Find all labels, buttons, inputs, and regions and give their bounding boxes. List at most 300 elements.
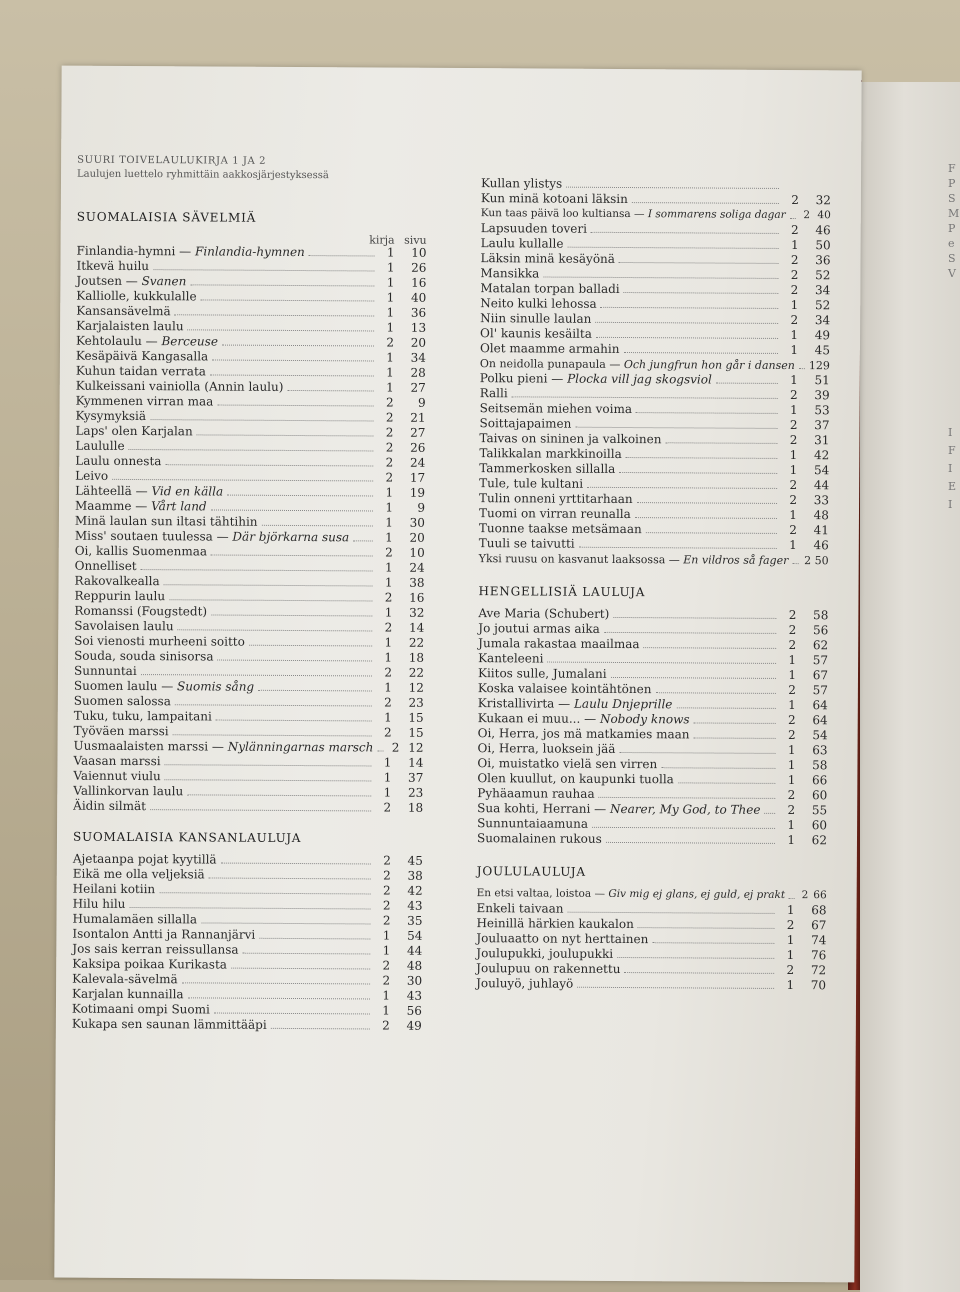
entry-page: 17	[393, 471, 425, 486]
right-column	[476, 176, 831, 993]
entry-book: 2	[375, 800, 391, 815]
entry-title-text: Itkevä huilu	[76, 259, 149, 273]
entry-title-text: Joulupukki, joulupukki	[476, 946, 613, 961]
entry-page: 13	[394, 321, 426, 336]
entry-title-text: Enkeli taivaan	[477, 901, 564, 916]
entry-book: 2	[783, 223, 799, 238]
entry-title-text: Soi vienosti murheeni soitto	[74, 634, 245, 649]
entry-page: 26	[394, 261, 426, 276]
entry-page: 43	[390, 989, 422, 1004]
entry-title-text: Karjalan kunnailla	[72, 987, 184, 1002]
entry-title	[479, 431, 661, 447]
entry-book: 1	[377, 561, 393, 576]
entry-page: 64	[796, 698, 828, 713]
entry-page: 56	[796, 623, 828, 638]
entry-title	[480, 371, 712, 387]
entry-page: 50	[799, 238, 831, 253]
leader-dots	[188, 329, 375, 331]
entry-book: 2	[778, 963, 794, 978]
entry-page: 60	[795, 818, 827, 833]
leader-dots	[182, 982, 370, 984]
entry-title	[75, 514, 258, 530]
entry-book: 1	[779, 903, 795, 918]
entry-book: 2	[782, 283, 798, 298]
facing-page-letter: S	[948, 192, 956, 205]
entry-title	[74, 709, 212, 725]
entry-title-text: Kysymyksiä	[76, 409, 147, 423]
entry-page: 52	[798, 298, 830, 313]
entry-page: 66	[808, 888, 826, 903]
entry-title-text: Leivo	[75, 469, 108, 483]
entry-page: 29	[816, 358, 830, 373]
entry-page: 48	[390, 959, 422, 974]
entry-title	[479, 536, 575, 552]
entry-title	[75, 484, 223, 500]
leader-dots	[201, 922, 370, 924]
entry-title	[72, 912, 197, 928]
entry-title-text: Tuonne taakse metsämaan	[479, 521, 642, 536]
entry-title	[74, 649, 213, 665]
entry-title	[76, 379, 284, 395]
leader-dots	[619, 472, 777, 474]
section-title-savelmia: SUOMALAISIA SÄVELMIÄ	[77, 210, 427, 226]
entry-page: 23	[392, 696, 424, 711]
entry-title	[477, 831, 602, 847]
entry-page: 42	[797, 448, 829, 463]
entry-title-text: Oi, kallis Suomenmaa	[75, 544, 207, 559]
entry-swedish-title: Där björkarna susa	[232, 530, 349, 545]
dash: —	[590, 802, 610, 816]
entry-book: 1	[374, 943, 390, 958]
leader-dots	[217, 660, 372, 662]
entry-book: 1	[374, 988, 390, 1003]
entry-page: 37	[797, 418, 829, 433]
entry-book: 2	[375, 868, 391, 883]
entry-title	[72, 942, 238, 958]
entry-book: 2	[374, 913, 390, 928]
entry-swedish-title: Finlandia-hymnen	[195, 244, 305, 259]
leader-dots	[592, 827, 775, 829]
entry-swedish-title: Nobody knows	[600, 712, 690, 727]
entry-title-text: Oi, Herra, luoksein jää	[478, 741, 616, 756]
entry-title	[75, 499, 207, 515]
entry-title-text: Vallinkorvan laulu	[73, 784, 183, 799]
entry-book: 2	[377, 441, 393, 456]
leader-dots	[575, 427, 777, 429]
leader-dots	[201, 299, 375, 301]
entry-page: 49	[390, 1019, 422, 1034]
entry-title-text: Kullan ylistys	[481, 176, 562, 190]
entry-title-text: Joutsen	[76, 274, 122, 288]
entry-title-text: Pyhäaamun rauhaa	[477, 786, 594, 801]
entry-title-text: Kalevala-sävelmä	[72, 972, 178, 987]
entry-title-text: Laulu onnesta	[75, 454, 161, 469]
entry-title-text: Neito kulki lehossa	[480, 296, 597, 311]
entry-title	[480, 311, 591, 327]
facing-page-letter: M	[948, 207, 959, 220]
entry-book: 2	[376, 695, 392, 710]
leader-dots	[764, 813, 775, 814]
entry-book: 1	[781, 448, 797, 463]
dash: —	[213, 529, 233, 543]
entry-book: 2	[779, 803, 795, 818]
entry-page: 53	[798, 403, 830, 418]
leader-dots	[665, 442, 777, 444]
entry-page: 18	[391, 801, 423, 816]
entry-page: 62	[795, 833, 827, 848]
entry-page: 16	[394, 276, 426, 291]
entry-page: 30	[393, 516, 425, 531]
entry-title-text: Isontalon Antti ja Rannanjärvi	[72, 927, 255, 942]
leader-dots	[211, 614, 372, 616]
facing-page-letter: F	[948, 444, 956, 457]
entry-title-text: Olet maamme armahin	[480, 341, 620, 356]
entry-title	[479, 491, 633, 507]
section-title-kansanlauluja: SUOMALAISIA KANSANLAULUJA	[73, 830, 423, 846]
entry-book: 2	[378, 411, 394, 426]
entry-title-text: Uusmaalaisten marssi	[74, 739, 209, 754]
dash: —	[122, 274, 142, 288]
entry-title	[75, 559, 137, 574]
entry-title-text: Kristallivirta	[478, 696, 555, 710]
entry-title-text: Kehtolaulu	[76, 334, 142, 348]
leader-dots	[601, 307, 779, 309]
entry-swedish-title: Svanen	[142, 274, 187, 288]
leader-dots	[624, 292, 779, 294]
entry-title	[478, 606, 609, 622]
entry-page: 28	[394, 366, 426, 381]
entry-title-text: Tammerkosken sillalla	[479, 461, 615, 476]
index-entry	[75, 424, 425, 441]
entry-book: 2	[376, 621, 392, 636]
leader-dots	[566, 187, 779, 189]
entry-page: 15	[392, 711, 424, 726]
entry-book: 2	[781, 523, 797, 538]
entry-book: 2	[778, 918, 794, 933]
entry-page: 12	[399, 741, 423, 756]
entry-title	[74, 604, 207, 620]
entry-book: 1	[782, 373, 798, 388]
kirja-header: kirja	[363, 233, 395, 245]
entry-title-text: Laps' olen Karjalan	[75, 424, 192, 439]
entry-book: 1	[378, 276, 394, 291]
leader-dots	[604, 632, 776, 634]
leader-dots	[567, 247, 778, 249]
entry-title-text: Mansikka	[480, 266, 539, 280]
facing-page-letter: S	[948, 252, 956, 265]
facing-page-letter: P	[948, 177, 955, 190]
leader-dots	[259, 938, 370, 940]
entry-page: 60	[795, 788, 827, 803]
entry-book: 2	[781, 493, 797, 508]
entry-book: 2	[376, 725, 392, 740]
entry-title-text: Lapsuuden toveri	[481, 221, 587, 236]
entry-page: 36	[394, 306, 426, 321]
leader-dots	[216, 720, 372, 722]
entry-title-text: Karjalaisten laulu	[76, 319, 184, 334]
dash: —	[132, 484, 152, 498]
entry-title-text: Jumala rakastaa maailmaa	[478, 636, 639, 651]
entry-swedish-title: Vårt land	[151, 499, 207, 513]
entry-book: 2	[377, 471, 393, 486]
entry-page: 54	[796, 728, 828, 743]
entry-book: 1	[783, 238, 799, 253]
entry-page: 44	[390, 944, 422, 959]
entry-book: 1	[780, 698, 796, 713]
entry-book: 2	[780, 728, 796, 743]
leader-dots	[577, 987, 774, 989]
entry-title	[72, 957, 227, 973]
entry-page: 52	[798, 268, 830, 283]
entry-book: 1	[376, 650, 392, 665]
entry-title-text: Kotimaani ompi Suomi	[72, 1002, 210, 1017]
entry-title-text: Sua kohti, Herrani	[477, 801, 590, 816]
entry-title-text: Taivas on sininen ja valkoinen	[479, 431, 661, 446]
entry-page: 42	[391, 884, 423, 899]
entry-page: 38	[391, 869, 423, 884]
entry-title-text: Lähteellä	[75, 484, 132, 498]
leader-dots	[635, 517, 777, 519]
entry-title	[72, 927, 255, 943]
entry-page: 44	[797, 478, 829, 493]
dash: —	[554, 697, 574, 711]
entry-book: 1	[779, 818, 795, 833]
entry-title	[478, 636, 639, 652]
entry-title	[480, 281, 619, 297]
entry-page: 40	[394, 291, 426, 306]
entry-page: 24	[393, 561, 425, 576]
leader-dots	[676, 707, 775, 709]
entry-book: 1	[376, 710, 392, 725]
entry-title	[76, 334, 218, 350]
leader-dots	[165, 764, 372, 766]
entry-page: 55	[795, 803, 827, 818]
entry-title	[75, 544, 207, 560]
leader-dots	[112, 479, 373, 482]
entry-book: 2	[378, 396, 394, 411]
entry-title-text: Kaksipa poikaa Kurikasta	[72, 957, 227, 972]
leader-dots	[211, 554, 373, 556]
entry-swedish-title: Berceuse	[161, 334, 218, 348]
entry-title	[476, 976, 573, 992]
leader-dots	[197, 434, 374, 436]
entry-book: 1	[379, 246, 395, 261]
facing-page-letter: F	[948, 162, 956, 175]
leader-dots	[599, 797, 776, 799]
entry-page: 14	[391, 756, 423, 771]
left-column	[72, 154, 427, 1034]
entry-title-text: Kymmenen virran maa	[76, 394, 214, 409]
entry-page: 36	[798, 253, 830, 268]
entry-book: 2	[782, 388, 798, 403]
entry-title-text: Tuomi on virran reunalla	[479, 506, 631, 521]
entry-page: 56	[390, 1004, 422, 1019]
entry-title	[75, 439, 124, 454]
entry-page: 58	[796, 608, 828, 623]
entry-title	[477, 741, 615, 757]
entry-title-text: Kanteleeni	[478, 651, 543, 665]
entry-book: 1	[778, 978, 794, 993]
index-entry	[476, 976, 826, 993]
leader-dots	[309, 255, 375, 256]
entry-title	[476, 931, 648, 947]
entry-title	[479, 551, 789, 568]
index-entry	[75, 454, 425, 471]
entry-title	[75, 574, 160, 590]
entry-book: 1	[780, 653, 796, 668]
entry-title-text: Suomen laulu	[74, 679, 158, 694]
entry-title	[477, 786, 594, 802]
entry-page: 63	[795, 743, 827, 758]
entry-title	[480, 401, 632, 417]
leader-dots	[175, 314, 375, 316]
entry-title	[480, 386, 508, 401]
list-kansanlauluja	[72, 852, 423, 1034]
entry-title	[477, 756, 657, 772]
entry-title	[73, 867, 205, 883]
entry-book: 1	[782, 298, 798, 313]
entry-title-text: Reppurin laulu	[74, 589, 165, 604]
entry-title	[478, 621, 600, 637]
entry-page: 24	[393, 456, 425, 471]
entry-swedish-title: Plocka vill jag skogsviol	[567, 372, 712, 387]
entry-title	[476, 946, 613, 962]
entry-title-text: Jouluyö, juhlayö	[476, 976, 573, 991]
entry-title-text: Tule, tule kultani	[479, 476, 583, 491]
entry-page: 50	[811, 553, 829, 568]
sivu-header: sivu	[395, 234, 427, 246]
entry-book: 2	[375, 883, 391, 898]
entry-swedish-title: Suomis sång	[177, 679, 254, 693]
entry-title-text: En etsi valtaa, loistoa	[477, 887, 592, 900]
entry-title-text: Ajetaanpa pojat kyytillä	[73, 852, 217, 867]
entry-page: 27	[393, 426, 425, 441]
entry-book: 2	[377, 546, 393, 561]
entry-page: 45	[391, 854, 423, 869]
leader-dots	[231, 968, 370, 970]
entry-book: 2	[781, 418, 797, 433]
entry-page: 32	[392, 606, 424, 621]
entry-title	[76, 304, 171, 320]
entry-title-text: Kulkeissani vainiolla (Annin laulu)	[76, 379, 284, 394]
entry-page: 51	[798, 373, 830, 388]
leader-dots	[637, 502, 777, 504]
entry-book: 2	[374, 1018, 390, 1033]
dash: —	[142, 334, 162, 348]
entry-book: 2	[377, 456, 393, 471]
leader-dots	[619, 752, 775, 754]
entry-book: 1	[377, 501, 393, 516]
leader-dots	[606, 842, 775, 844]
entry-title	[72, 987, 184, 1003]
leader-dots	[258, 690, 372, 692]
entry-title	[72, 972, 178, 988]
leader-dots	[547, 662, 776, 664]
leader-dots	[623, 352, 778, 354]
leader-dots	[694, 737, 776, 739]
entry-title	[75, 424, 192, 440]
entry-page: 70	[794, 978, 826, 993]
entry-title-text: Tuku, tuku, lampaitani	[74, 709, 212, 724]
entry-page: 10	[395, 246, 427, 261]
leader-dots	[638, 927, 775, 929]
entry-book: 1	[378, 381, 394, 396]
entry-title	[481, 221, 587, 237]
entry-book: 1	[809, 358, 816, 373]
leader-dots	[646, 532, 777, 534]
entry-book: 2	[783, 193, 799, 208]
entry-book: 1	[376, 606, 392, 621]
entry-title-text: Kun taas päivä loo kultiansa	[481, 207, 631, 220]
entry-title-text: Ave Maria (Schubert)	[478, 606, 609, 621]
entry-book: 2	[802, 553, 811, 568]
leader-dots	[165, 779, 372, 781]
leader-dots	[353, 540, 373, 541]
entry-book: 1	[781, 538, 797, 553]
leader-dots	[579, 547, 777, 549]
leader-dots	[617, 957, 774, 959]
entry-book: 2	[387, 741, 399, 756]
entry-book: 1	[378, 291, 394, 306]
entry-title-text: Soittajapaimen	[479, 416, 571, 431]
entry-title	[479, 521, 642, 537]
leader-dots	[595, 322, 778, 324]
entry-page: 45	[798, 343, 830, 358]
leader-dots	[214, 1013, 370, 1015]
entry-page: 22	[392, 636, 424, 651]
entry-title	[477, 901, 564, 917]
entry-book: 1	[782, 403, 798, 418]
entry-page: 18	[392, 651, 424, 666]
leader-dots	[222, 345, 374, 347]
index-page	[54, 66, 861, 1283]
entry-page: 57	[796, 683, 828, 698]
entry-page: 31	[797, 433, 829, 448]
entry-book: 1	[377, 516, 393, 531]
section-title-hengellisia: HENGELLISIÄ LAULUJA	[478, 584, 828, 600]
entry-title-text: Koska valaisee kointähtönen	[478, 681, 652, 696]
entry-book: 2	[780, 623, 796, 638]
entry-book: 1	[378, 306, 394, 321]
facing-page-letter: I	[948, 426, 952, 439]
leader-dots	[150, 809, 371, 811]
entry-book: 1	[375, 770, 391, 785]
entry-title-text: Vaasan marssi	[73, 754, 160, 769]
entry-title-text: Eikä me olla veljeksiä	[73, 867, 205, 882]
index-entry	[479, 551, 829, 568]
entry-title	[76, 319, 184, 335]
entry-book: 2	[782, 268, 798, 283]
entry-book: 2	[779, 788, 795, 803]
entry-book: 1	[375, 755, 391, 770]
leader-dots	[249, 645, 372, 647]
entry-page: 41	[797, 523, 829, 538]
section-title-joululauluja: JOULULAULUJA	[477, 864, 827, 880]
entry-page: 26	[393, 441, 425, 456]
entry-page: 23	[391, 786, 423, 801]
entry-page: 66	[795, 773, 827, 788]
leader-dots	[661, 767, 775, 769]
entry-title-text: Jo joutui armas aika	[478, 621, 600, 636]
entry-title-text: Finlandia-hymni	[77, 244, 176, 259]
entry-swedish-title: Laulu Dnjeprille	[574, 697, 673, 712]
entry-book: 1	[778, 948, 794, 963]
leader-dots	[652, 942, 774, 944]
entry-title	[77, 244, 305, 260]
entry-title-text: Seitsemän miehen voima	[480, 401, 632, 416]
leader-dots	[568, 912, 775, 914]
leader-dots	[624, 972, 774, 974]
